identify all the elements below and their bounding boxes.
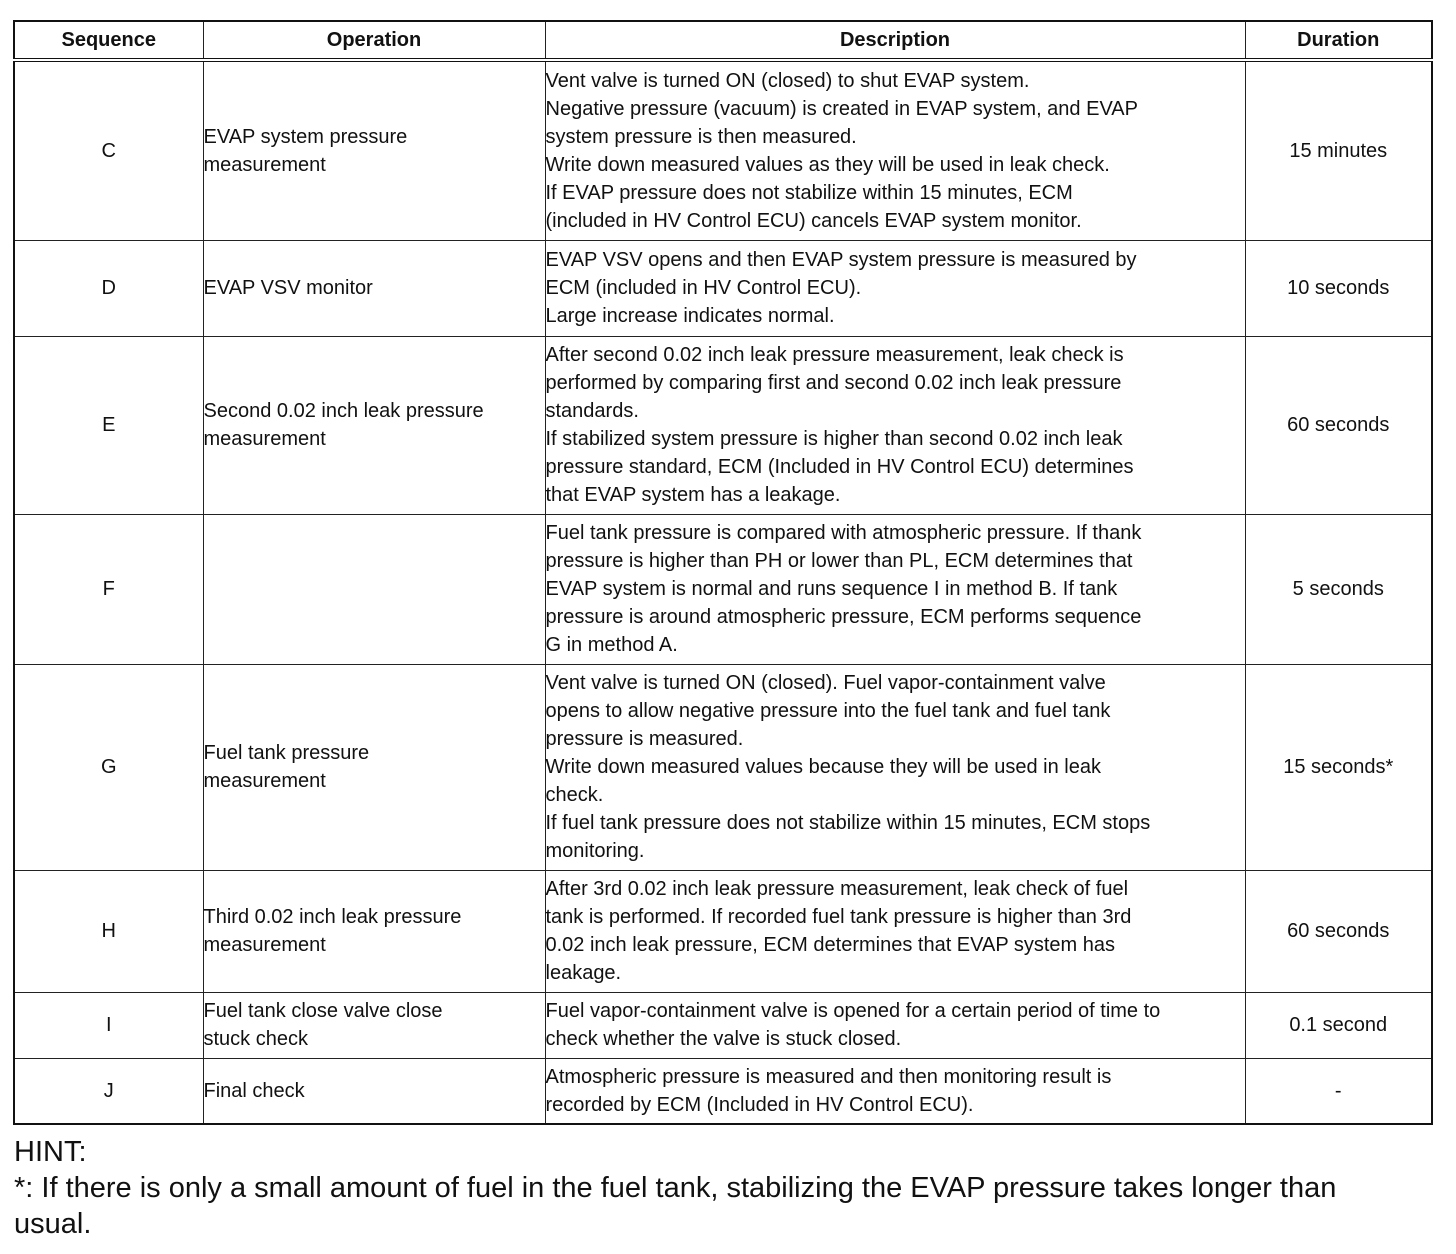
hint-line: *: If there is only a small amount of fuel in the fuel tank, stabilizing the EVAP pressure takes longer than [14,1172,1337,1204]
sequence-cell: I [14,992,203,1058]
description-line: performed by comparing first and second 0.02 inch leak pressure [545,372,1122,394]
duration-cell: - [1245,1058,1432,1124]
operation-line: measurement [203,428,326,450]
duration-cell: 5 seconds [1245,514,1432,664]
description-line: tank is performed. If recorded fuel tank pressure is higher than 3rd [545,906,1132,928]
operation-line: stuck check [203,1028,308,1050]
sequence-cell: D [14,240,203,336]
operation-cell [203,336,545,514]
table-row [14,1058,1432,1124]
description-line: system pressure is then measured. [545,125,857,148]
operation-cell [203,870,545,992]
description-line: After 3rd 0.02 inch leak pressure measurement, leak check of fuel [545,878,1129,900]
operation-cell [203,60,545,240]
table-row [14,60,1432,240]
duration-cell: 0.1 second [1245,992,1432,1058]
operation-line: Fuel tank close valve close [203,1000,443,1022]
description-line: ECM (included in HV Control ECU). [545,277,862,299]
description-line: pressure is measured. [545,728,744,750]
description-line: EVAP system is normal and runs sequence I in method B. If tank [545,578,1118,600]
table-row [14,992,1432,1058]
description-line: EVAP VSV opens and then EVAP system pressure is measured by [545,249,1137,271]
description-cell [545,240,1245,336]
description-line: If stabilized system pressure is higher than second 0.02 inch leak [545,428,1123,450]
table-header [14,21,1432,60]
header-sequence: Sequence [14,21,203,60]
description-line: Large increase indicates normal. [545,305,835,327]
header-operation: Operation [203,21,545,60]
operation-cell [203,240,545,336]
hint-line: usual. [14,1208,92,1240]
duration-cell: 10 seconds [1245,240,1432,336]
description-line: If fuel tank pressure does not stabilize within 15 minutes, ECM stops [545,812,1151,834]
table-row [14,870,1432,992]
description-line: opens to allow negative pressure into the fuel tank and fuel tank [545,700,1111,722]
duration-cell: 15 minutes [1245,60,1432,240]
description-line: Vent valve is turned ON (closed) to shut EVAP system. [545,69,1030,92]
description-line: leakage. [545,962,622,984]
description-line: (included in HV Control ECU) cancels EVAP system monitor. [545,209,1082,232]
description-line: Atmospheric pressure is measured and then monitoring result is [545,1065,1112,1088]
description-line: Vent valve is turned ON (closed). Fuel vapor-containment valve [545,672,1106,694]
description-line: that EVAP system has a leakage. [545,484,841,506]
description-line: G in method A. [545,634,678,656]
sequence-cell: F [14,514,203,664]
description-line: pressure is around atmospheric pressure, ECM performs sequence [545,606,1142,628]
sequence-cell: G [14,664,203,870]
header-description: Description [545,21,1245,60]
table-body [14,60,1432,1124]
sequence-cell: J [14,1058,203,1124]
table-row [14,514,1432,664]
description-cell [545,870,1245,992]
description-line: monitoring. [545,840,645,862]
description-line: If EVAP pressure does not stabilize within 15 minutes, ECM [545,181,1073,204]
sequence-cell: C [14,60,203,240]
description-line: check. [545,784,604,806]
description-line: pressure standard, ECM (Included in HV Control ECU) determines [545,456,1134,478]
table-row [14,664,1432,870]
operation-line: Fuel tank pressure [203,742,370,764]
description-line: check whether the valve is stuck closed. [545,1028,902,1050]
description-cell [545,336,1245,514]
evap-sequence-sheet [13,20,1431,1125]
hint-note [14,1134,1432,1242]
description-line: Write down measured values because they will be used in leak [545,756,1101,778]
evap-sequence-table [13,20,1433,1125]
header-row [14,21,1432,60]
operation-line: Second 0.02 inch leak pressure [203,400,484,422]
description-line: 0.02 inch leak pressure, ECM determines that EVAP system has [545,934,1116,956]
description-line: After second 0.02 inch leak pressure measurement, leak check is [545,344,1124,366]
operation-cell [203,514,545,664]
operation-cell [203,1058,545,1124]
description-line: Fuel tank pressure is compared with atmospheric pressure. If thank [545,522,1142,544]
sequence-cell: H [14,870,203,992]
description-cell [545,664,1245,870]
header-duration: Duration [1245,21,1432,60]
operation-line: measurement [203,770,326,792]
description-line: pressure is higher than PH or lower than PL, ECM determines that [545,550,1133,572]
description-cell [545,514,1245,664]
description-cell [545,60,1245,240]
operation-line: Final check [203,1079,305,1102]
sequence-cell: E [14,336,203,514]
operation-cell [203,992,545,1058]
description-line: Negative pressure (vacuum) is created in EVAP system, and EVAP [545,97,1138,120]
description-line: recorded by ECM (Included in HV Control ECU). [545,1093,974,1116]
description-line: Write down measured values as they will be used in leak check. [545,153,1110,176]
duration-cell: 60 seconds [1245,336,1432,514]
table-row [14,336,1432,514]
operation-line: measurement [203,153,326,176]
description-cell [545,992,1245,1058]
operation-cell [203,664,545,870]
operation-line: EVAP system pressure [203,125,408,148]
description-cell [545,1058,1245,1124]
operation-line: measurement [203,934,326,956]
description-line: Fuel vapor-containment valve is opened for a certain period of time to [545,1000,1161,1022]
table-row [14,240,1432,336]
duration-cell: 15 seconds* [1245,664,1432,870]
operation-line: Third 0.02 inch leak pressure [203,906,462,928]
operation-line: EVAP VSV monitor [203,277,373,299]
hint-title: HINT: [14,1136,87,1168]
duration-cell: 60 seconds [1245,870,1432,992]
description-line: standards. [545,400,639,422]
